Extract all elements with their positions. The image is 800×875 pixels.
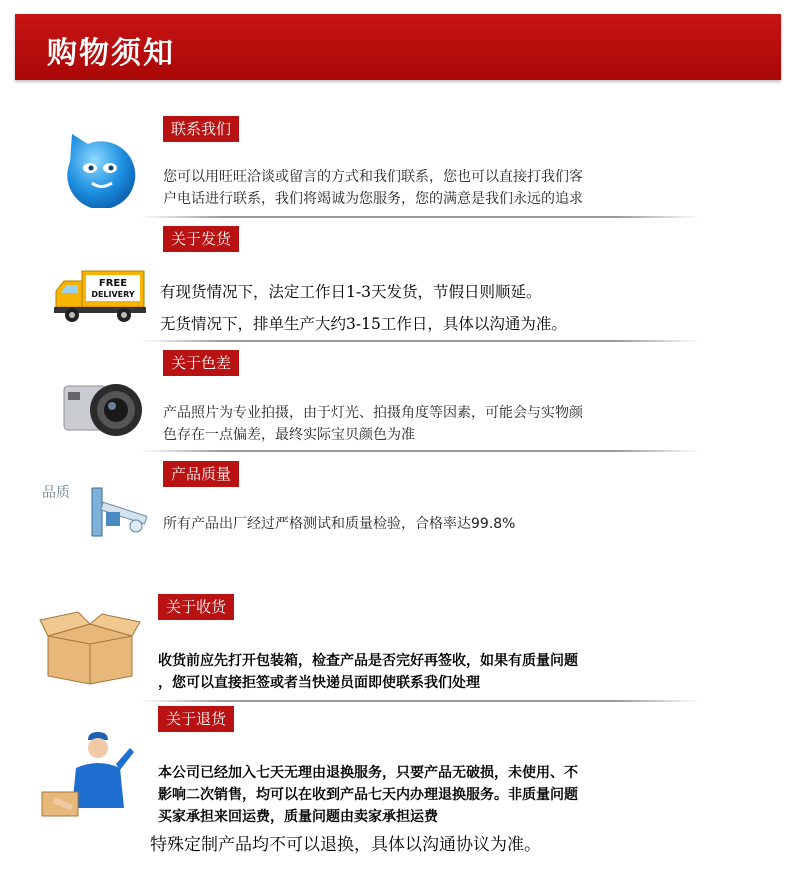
section-text-line: 有现货情况下，法定工作日1-3天发货，节假日则顺延。 [160,283,542,301]
divider [140,700,700,702]
section-label-color-difference: 关于色差 [163,350,239,376]
quality-icon-caption: 品质 [42,485,70,501]
section-text-line: 本公司已经加入七天无理由退换服务，只要产品无破损，未使用、不 [158,765,578,781]
courier-person-icon [36,730,140,822]
delivery-truck-icon [52,267,148,325]
section-text-line: 买家承担来回运费，质量问题由卖家承担运费 [158,809,438,825]
section-label-shipping: 关于发货 [163,226,239,252]
header-banner [15,14,781,80]
truck-delivery-text: DELIVERY [91,290,135,299]
section-text-line: 产品照片为专业拍摄，由于灯光、拍摄角度等因素，可能会与实物颜 [163,405,583,421]
cardboard-box-icon [38,606,142,686]
divider [140,450,700,452]
section-text-line: 您可以用旺旺洽谈或留言的方式和我们联系，您也可以直接打我们客 [163,169,583,185]
page-title: 购物须知 [47,36,175,71]
divider [140,340,700,342]
section-text-line: 影响二次销售，均可以在收到产品七天内办理退换服务。非质量问题 [158,787,578,803]
section-text-line: 无货情况下，排单生产大约3-15工作日，具体以沟通为准。 [160,315,567,333]
section-label-quality: 产品质量 [163,461,239,487]
section-label-returns: 关于退货 [158,706,234,732]
caliper-icon [86,482,152,542]
section-text-line: 色存在一点偏差，最终实际宝贝颜色为准 [163,427,415,443]
section-text-line: ，您可以直接拒签或者当快递员面即使联系我们处理 [158,675,480,691]
divider [140,216,700,218]
section-text-line: 所有产品出厂经过严格测试和质量检验，合格率达99.8% [163,516,516,532]
footer-note: 特殊定制产品均不可以退换，具体以沟通协议为准。 [150,835,541,855]
truck-free-text: FREE [98,278,128,289]
section-text-line: 收货前应先打开包装箱，检查产品是否完好再签收，如果有质量问题 [158,653,578,669]
section-label-receiving: 关于收货 [158,594,234,620]
section-text-line: 户电话进行联系，我们将竭诚为您服务，您的满意是我们永远的追求 [163,191,583,207]
section-label-contact: 联系我们 [163,116,239,142]
chat-bubble-icon [60,128,142,208]
camera-icon [60,378,148,440]
